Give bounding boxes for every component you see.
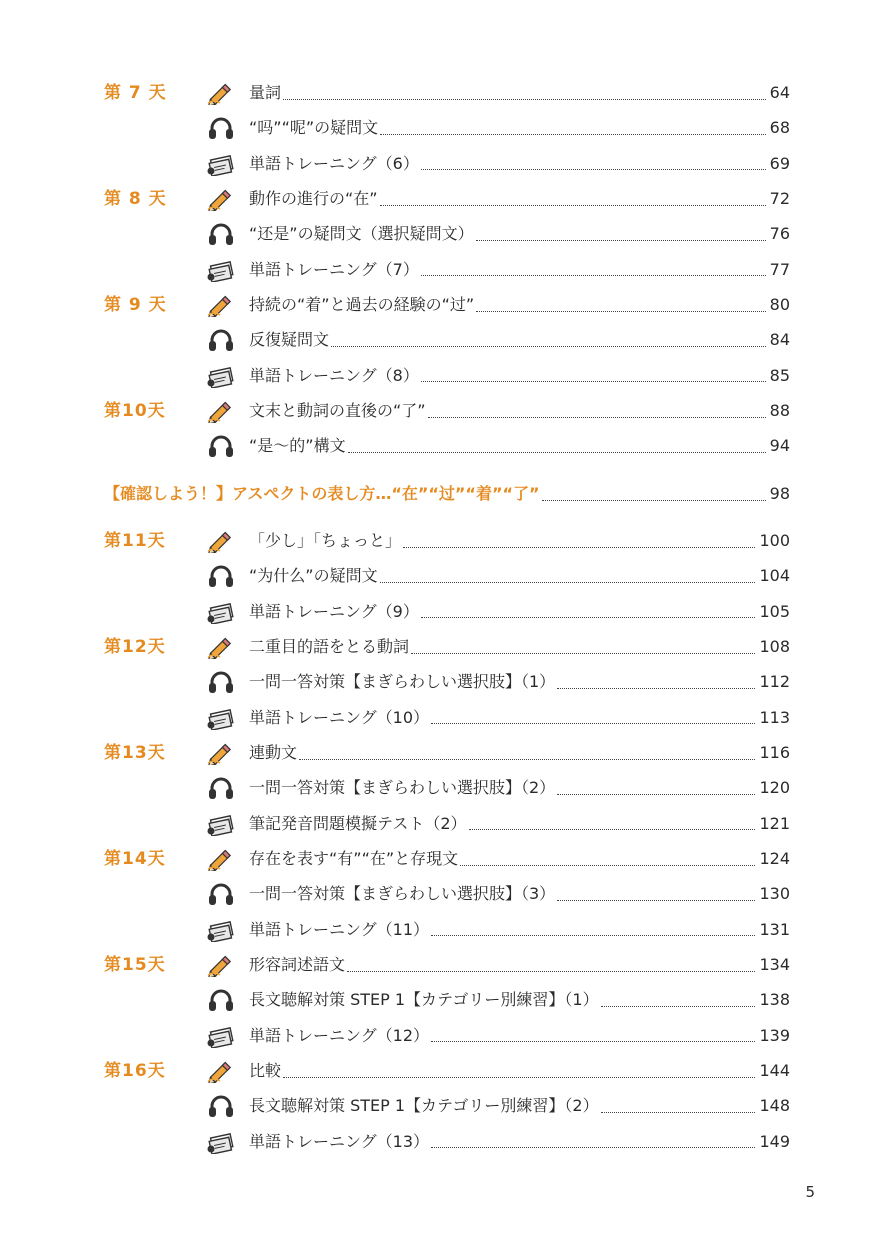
- entry-page: 144: [759, 1061, 790, 1080]
- entry-title: 「少し」「ちょっと」: [249, 531, 402, 550]
- flashcards-icon: [206, 152, 242, 176]
- entry-title: 動作の進行の“在”: [249, 189, 378, 208]
- dot-leader: [403, 547, 755, 548]
- review-entry[interactable]: [104, 482, 790, 506]
- flashcards-icon: [206, 1130, 242, 1154]
- day-label: 第15天: [104, 955, 166, 975]
- review-title: 【確認しよう！】アスペクトの表し方…“在”“过”“着”“了”: [104, 484, 540, 503]
- dot-leader: [421, 169, 766, 170]
- dot-leader: [431, 1041, 755, 1042]
- toc-entry[interactable]: [206, 81, 790, 105]
- headphones-icon: [206, 222, 242, 246]
- entry-page: 149: [759, 1131, 790, 1151]
- toc-entry[interactable]: [206, 1094, 790, 1118]
- dot-leader: [476, 311, 765, 312]
- pencil-icon: [206, 847, 242, 871]
- entry-title: 形容詞述語文: [249, 955, 346, 974]
- entry-title: 筆記発音問題模擬テスト（2）: [249, 813, 467, 833]
- pencil-icon: [206, 81, 242, 105]
- toc-entry[interactable]: [206, 776, 790, 800]
- review-page: 98: [769, 484, 790, 503]
- page-number: 5: [805, 1183, 815, 1201]
- day-label: 第16天: [104, 1061, 166, 1081]
- entry-page: 130: [759, 884, 790, 904]
- entry-page: 76: [769, 224, 790, 244]
- dot-leader: [421, 617, 756, 618]
- entry-title: 長文聴解対策 STEP 1【カテゴリー別練習】（1）: [249, 990, 599, 1010]
- entry-page: 116: [759, 743, 790, 762]
- toc-entry[interactable]: [206, 1024, 790, 1048]
- toc-entry[interactable]: [206, 847, 790, 871]
- flashcards-icon: [206, 258, 242, 282]
- toc-entry[interactable]: [206, 988, 790, 1012]
- day-label: 第11天: [104, 531, 166, 551]
- toc-entry[interactable]: [206, 222, 790, 246]
- dot-leader: [557, 794, 755, 795]
- pencil-icon: [206, 635, 242, 659]
- entry-title: 一問一答対策【まぎらわしい選択肢】（2）: [249, 778, 556, 798]
- dot-leader: [380, 582, 756, 583]
- toc-entry[interactable]: [206, 1059, 790, 1083]
- entry-title: 長文聴解対策 STEP 1【カテゴリー別練習】（2）: [249, 1096, 599, 1116]
- day-label: 第10天: [104, 401, 166, 421]
- dot-leader: [557, 900, 755, 901]
- dot-leader: [299, 759, 755, 760]
- entry-page: 94: [769, 436, 790, 456]
- toc-entry[interactable]: [206, 434, 790, 458]
- toc-entry[interactable]: [206, 399, 790, 423]
- headphones-icon: [206, 882, 242, 906]
- dot-leader: [347, 971, 755, 972]
- entry-page: 85: [769, 365, 790, 385]
- entry-page: 69: [769, 153, 790, 173]
- entry-title: 連動文: [249, 743, 298, 762]
- toc-entry[interactable]: [206, 564, 790, 588]
- dot-leader: [476, 240, 766, 241]
- dot-leader: [411, 653, 755, 654]
- toc-entry[interactable]: [206, 670, 790, 694]
- entry-title: 単語トレーニング（13）: [249, 1131, 430, 1151]
- entry-page: 72: [769, 189, 790, 208]
- entry-page: 104: [759, 566, 790, 586]
- toc-entry[interactable]: [206, 258, 790, 282]
- entry-page: 100: [759, 531, 790, 550]
- day-label: 第 9 天: [104, 295, 167, 315]
- entry-page: 84: [769, 330, 790, 350]
- entry-page: 139: [759, 1025, 790, 1045]
- entry-title: “吗”“呢”の疑問文: [249, 118, 379, 138]
- entry-page: 105: [759, 601, 790, 621]
- toc-entry[interactable]: [206, 529, 790, 553]
- toc-entry[interactable]: [206, 953, 790, 977]
- flashcards-icon: [206, 1024, 242, 1048]
- entry-page: 138: [759, 990, 790, 1010]
- headphones-icon: [206, 1094, 242, 1118]
- toc-entry[interactable]: [206, 187, 790, 211]
- toc-entry[interactable]: [206, 293, 790, 317]
- entry-title: 持続の“着”と過去の経験の“过”: [249, 295, 475, 314]
- dot-leader: [542, 500, 766, 501]
- entry-page: 80: [769, 295, 790, 314]
- headphones-icon: [206, 434, 242, 458]
- pencil-icon: [206, 1059, 242, 1083]
- entry-page: 124: [759, 849, 790, 868]
- entry-title: 量詞: [249, 83, 282, 102]
- entry-page: 88: [769, 401, 790, 420]
- entry-page: 77: [769, 259, 790, 279]
- flashcards-icon: [206, 812, 242, 836]
- dot-leader: [348, 452, 766, 453]
- dot-leader: [283, 99, 766, 100]
- entry-title: 単語トレーニング（6）: [249, 153, 419, 173]
- pencil-icon: [206, 953, 242, 977]
- entry-title: 比較: [249, 1061, 282, 1080]
- entry-title: “还是”の疑問文（選択疑問文）: [249, 224, 474, 244]
- dot-leader: [469, 829, 756, 830]
- pencil-icon: [206, 529, 242, 553]
- dot-leader: [428, 417, 766, 418]
- flashcards-icon: [206, 918, 242, 942]
- entry-title: 単語トレーニング（12）: [249, 1025, 430, 1045]
- entry-title: 二重目的語をとる動詞: [249, 637, 410, 656]
- dot-leader: [601, 1112, 756, 1113]
- entry-title: 文末と動詞の直後の“了”: [249, 401, 426, 420]
- headphones-icon: [206, 116, 242, 140]
- entry-title: “为什么”の疑問文: [249, 566, 378, 586]
- toc-entry[interactable]: [206, 882, 790, 906]
- toc-entry[interactable]: [206, 706, 790, 730]
- pencil-icon: [206, 741, 242, 765]
- toc-entry[interactable]: [206, 328, 790, 352]
- toc-entry[interactable]: [206, 364, 790, 388]
- entry-page: 68: [769, 118, 790, 138]
- day-label: 第12天: [104, 637, 166, 657]
- entry-page: 108: [759, 637, 790, 656]
- entry-title: 単語トレーニング（11）: [249, 919, 430, 939]
- dot-leader: [421, 275, 766, 276]
- pencil-icon: [206, 293, 242, 317]
- toc-entry[interactable]: [206, 635, 790, 659]
- toc-entry[interactable]: [206, 600, 790, 624]
- pencil-icon: [206, 399, 242, 423]
- day-label: 第 7 天: [104, 83, 167, 103]
- entry-title: 単語トレーニング（10）: [249, 707, 430, 727]
- headphones-icon: [206, 328, 242, 352]
- entry-title: 単語トレーニング（8）: [249, 365, 419, 385]
- entry-title: 反復疑問文: [249, 330, 330, 350]
- headphones-icon: [206, 776, 242, 800]
- toc-entry[interactable]: [206, 918, 790, 942]
- dot-leader: [431, 935, 755, 936]
- entry-page: 131: [759, 919, 790, 939]
- entry-title: 単語トレーニング（9）: [249, 601, 419, 621]
- headphones-icon: [206, 564, 242, 588]
- dot-leader: [380, 134, 765, 135]
- entry-page: 148: [759, 1096, 790, 1116]
- day-label: 第14天: [104, 849, 166, 869]
- toc-entry[interactable]: [206, 152, 790, 176]
- headphones-icon: [206, 670, 242, 694]
- dot-leader: [431, 723, 755, 724]
- entry-title: 存在を表す“有”“在”と存現文: [249, 849, 459, 868]
- dot-leader: [460, 865, 755, 866]
- headphones-icon: [206, 988, 242, 1012]
- entry-page: 120: [759, 778, 790, 798]
- toc-entry[interactable]: [206, 116, 790, 140]
- dot-leader: [421, 381, 766, 382]
- flashcards-icon: [206, 600, 242, 624]
- entry-page: 64: [769, 83, 790, 102]
- entry-title: 単語トレーニング（7）: [249, 259, 419, 279]
- dot-leader: [601, 1006, 756, 1007]
- entry-page: 112: [759, 672, 790, 692]
- entry-page: 121: [759, 813, 790, 833]
- pencil-icon: [206, 187, 242, 211]
- entry-page: 134: [759, 955, 790, 974]
- flashcards-icon: [206, 706, 242, 730]
- day-label: 第 8 天: [104, 189, 167, 209]
- dot-leader: [331, 346, 766, 347]
- entry-title: 一問一答対策【まぎらわしい選択肢】（1）: [249, 672, 556, 692]
- entry-title: “是～的”構文: [249, 436, 346, 456]
- toc-entry[interactable]: [206, 741, 790, 765]
- toc-entry[interactable]: [206, 812, 790, 836]
- entry-title: 一問一答対策【まぎらわしい選択肢】（3）: [249, 884, 556, 904]
- dot-leader: [431, 1147, 755, 1148]
- day-label: 第13天: [104, 743, 166, 763]
- dot-leader: [557, 688, 755, 689]
- entry-page: 113: [759, 707, 790, 727]
- toc-entry[interactable]: [206, 1130, 790, 1154]
- flashcards-icon: [206, 364, 242, 388]
- dot-leader: [380, 205, 766, 206]
- dot-leader: [283, 1077, 755, 1078]
